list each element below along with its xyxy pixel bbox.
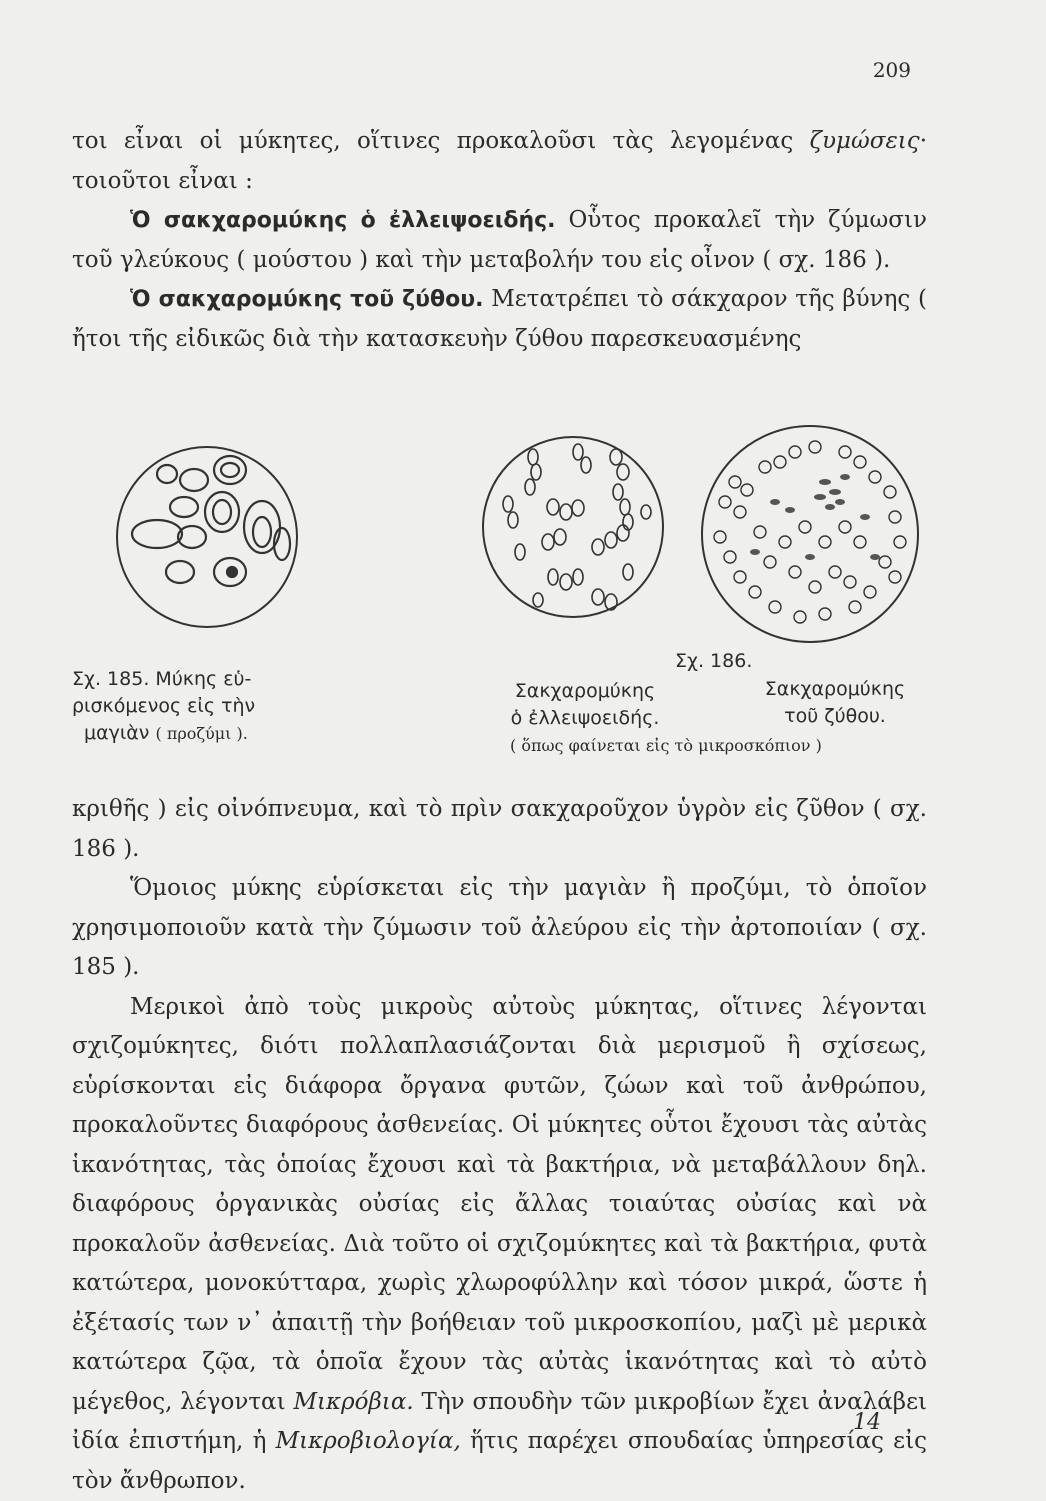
- page-number: 209: [873, 58, 911, 82]
- caption-line: Σακχαρομύκης: [745, 676, 925, 703]
- figure-186-left-drawing: [478, 432, 668, 622]
- text: Μερικοὶ ἀπὸ τοὺς μικροὺς αὐτοὺς μύκητας, οἵτινες λέγονται σχιζομύκητες, διότι πολλαπλασιάζονται διὰ μερισμοῦ ἢ σχίσεως, εὑρίσκονται εἰς διάφορα ὄργανα φυτῶν, ζώων καὶ τοῦ ἀνθρώπου, προκαλοῦντες διαφόρους ἀσθενείας. Οἱ μύκητες οὗτοι ἔχουσι τὰς αὐτὰς ἱκανότητας, τὰς ὁποίας ἔχουσι καὶ τὰ βακτήρια, νὰ μεταβάλλουν δηλ. διαφόρους ὀργανικὰς οὐσίας εἰς ἄλλας τοιαύτας οὐσίας καὶ νὰ προκαλοῦν ἀσθενείας. Διὰ τοῦτο οἱ σχιζομύκητες καὶ τὰ βακτήρια, φυτὰ κατώτερα, μονοκύτταρα, χωρὶς χλωροφύλλην καὶ τόσον μικρά, ὥστε ἡ ἐξέτασίς των ν᾽ ἀπαιτῇ τὴν βοήθειαν τοῦ μικροσκοπίου, μαζὶ μὲ μερικὰ κατώτερα ζῷα, τὰ ὁποῖα ἔχουν τὰς αὐτὰς ἱκανότητας καὶ τὸ αὐτὸ μέγεθος, λέγονται: [72, 994, 927, 1415]
- paragraph: Ὅμοιος μύκης εὑρίσκεται εἰς τὴν μαγιὰν ἢ προζύμι, τὸ ὁποῖον χρησιμοποιοῦν κατὰ τὴν ζύμωσιν τοῦ ἀλεύρου εἰς τὴν ἀρτοποιίαν ( σχ. 185 ).: [72, 869, 927, 988]
- figure-185-caption: [72, 666, 312, 747]
- paragraph: [72, 122, 927, 201]
- text: Τὴν σπουδὴν τῶν μικροβίων ἔχει ἀναλάβει ἰδία ἐπιστήμη, ἡ: [72, 1389, 927, 1455]
- text: ἥτις παρέχει σπουδαίας ὑπηρεσίας εἰς τὸν ἄνθρωπον.: [72, 1428, 927, 1494]
- caption-line: [72, 666, 312, 693]
- bold-heading: Ὁ σακχαρομύκης τοῦ ζύθου.: [130, 287, 483, 312]
- text: τοι εἶναι οἱ μύκητες, οἵτινες προκαλοῦσι τὰς λεγομένας: [72, 128, 810, 154]
- caption-line: Σακχαρομύκης: [495, 678, 675, 705]
- figure-186-right-caption: [745, 676, 925, 730]
- figure-label: Σχ. 185.: [72, 668, 149, 690]
- text-block-bottom: [72, 790, 927, 1501]
- bold-heading: Ὁ σακχαρομύκης ὁ ἐλλειψοειδής.: [130, 208, 556, 233]
- text-block-top: [72, 122, 927, 359]
- text: Μετατρέπει τὸ σάκχαρον τῆς βύνης ( ἤτοι τῆς εἰδικῶς διὰ τὴν κατασκευὴν ζύθου παρεσκευασμένης: [72, 286, 927, 352]
- caption-line: ὁ ἐλλειψοειδής.: [495, 705, 675, 732]
- italic-term: ζυμώσεις: [810, 128, 920, 154]
- paragraph: [72, 988, 927, 1501]
- caption-line: [72, 720, 312, 747]
- caption-text: ( προζύμι ).: [155, 724, 247, 743]
- figure-186-left-caption: [495, 678, 675, 732]
- italic-term: Μικροβιολογία,: [276, 1428, 461, 1454]
- italic-term: Μικρόβια.: [293, 1389, 413, 1415]
- paragraph: [72, 201, 927, 280]
- paragraph: κριθῆς ) εἰς οἰνόπνευμα, καὶ τὸ πρὶν σακχαροῦχον ὑγρὸν εἰς ζῦθον ( σχ. 186 ).: [72, 790, 927, 869]
- caption-text: μαγιὰν: [84, 722, 149, 744]
- figure-185-drawing: [112, 442, 302, 632]
- figure-186-right-drawing: [695, 422, 925, 647]
- caption-line: τοῦ ζύθου.: [745, 703, 925, 730]
- signature-mark: 14: [853, 1410, 881, 1435]
- figure-186-label: Σχ. 186.: [675, 648, 752, 675]
- paragraph: [72, 280, 927, 359]
- caption-line: ρισκόμενος εἰς τὴν: [72, 693, 312, 720]
- text: Οὗτος προκαλεῖ τὴν ζύμωσιν τοῦ γλεύκους ( μούστου ) καὶ τὴν μεταβολήν του εἰς οἶνον ( σχ. 186 ).: [72, 207, 927, 273]
- figure-186-note: ( ὅπως φαίνεται εἰς τὸ μικροσκόπιον ): [510, 736, 822, 755]
- caption-text: Μύκης εὑ-: [155, 668, 251, 690]
- text: · τοιοῦτοι εἶναι :: [72, 128, 927, 194]
